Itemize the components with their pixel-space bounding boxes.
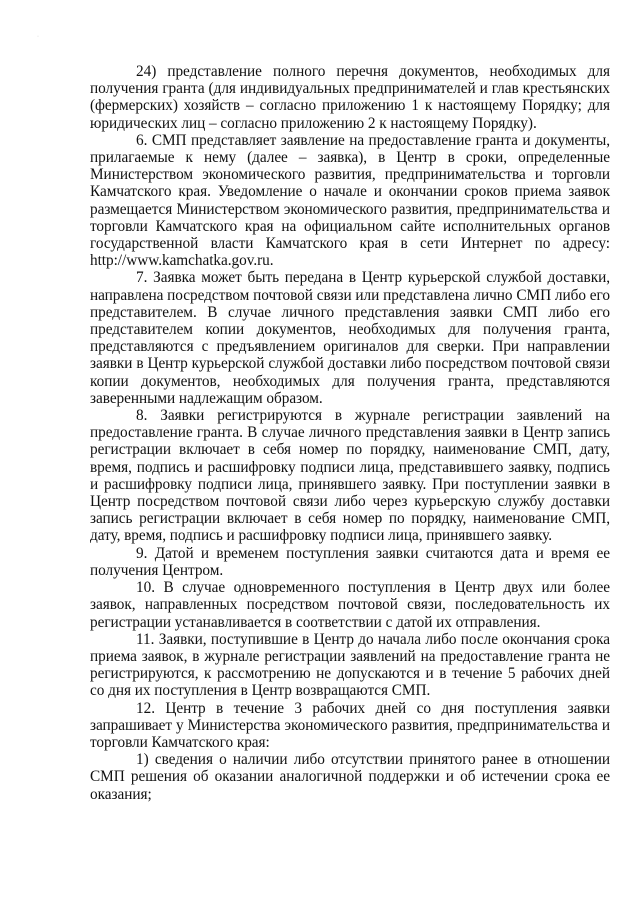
paragraph-12: 12. Центр в течение 3 рабочих дней со дня поступления заявки запрашивает у Министерства экономического развития, предпринимательства и торговли Камчатского края: bbox=[90, 699, 610, 751]
paragraph-item-24: 24) представление полного перечня документов, необходимых для получения гранта (для индивидуальных предпринимателей и глав крестьянских (фермерских) хозяйств – согласно приложению 1 к настоящему Порядку; для юридических лиц – согласно приложению 2 к настоящему Порядку). bbox=[90, 63, 610, 132]
paragraph-12-item-1: 1) сведения о наличии либо отсутствии принятого ранее в отношении СМП решения об оказании аналогичной поддержки и об истечении срока ее оказания; bbox=[90, 751, 610, 803]
paragraph-8: 8. Заявки регистрируются в журнале регистрации заявлений на предоставление гранта. В случае личного представления заявки в Центр запись регистрации включает в себя номер по порядку, наименование СМП, дату, время, подпись и расшифровку подписи лица, представившего заявку, подпись и расшифровку подписи лица, принявшего заявку. При поступлении заявки в Центр посредством почтовой связи либо через курьерскую службу доставки запись регистрации включает в себя номер по порядку, наименование СМП, дату, время, подпись и расшифровку подписи лица, принявшего заявку. bbox=[90, 407, 610, 545]
paragraph-9: 9. Датой и временем поступления заявки считаются дата и время ее получения Центром. bbox=[90, 544, 610, 579]
paragraph-6: 6. СМП представляет заявление на предоставление гранта и документы, прилагаемые к нему (далее – заявка), в Центр в сроки, определенные Министерством экономического развития, предпринимательства и торговли Камчатского края. Уведомление о начале и окончании сроков приема заявок размещается Министерством экономического развития, предпринимательства и торговли Камчатского края на официальном сайте исполнительных органов государственной власти Камчатского края в сети Интернет по адресу: http://www.kamchatka.gov.ru. bbox=[90, 131, 610, 270]
paragraph-10: 10. В случае одновременного поступления в Центр двух или более заявок, направленных посредством почтовой связи, последовательность их регистрации устанавливается в соответствии с датой их отправления. bbox=[90, 579, 610, 631]
paragraph-7: 7. Заявка может быть передана в Центр курьерской службой доставки, направлена посредством почтовой связи или представлена лично СМП либо его представителем. В случае личного представления заявки СМП либо его представителем копии документов, необходимых для получения гранта, представляются с предъявлением оригиналов для сверки. При направлении заявки в Центр курьерской службой доставки либо посредством почтовой связи копии документов, необходимых для получения гранта, представляются заверенными надлежащим образом. bbox=[90, 269, 610, 407]
paragraph-11: 11. Заявки, поступившие в Центр до начала либо после окончания срока приема заявок, в журнале регистрации заявлений на предоставление гранта не регистрируются, к рассмотрению не допускаются и в течение 5 рабочих дней со дня их поступления в Центр возвращаются СМП. bbox=[90, 630, 610, 700]
scan-speck: · bbox=[37, 34, 39, 40]
